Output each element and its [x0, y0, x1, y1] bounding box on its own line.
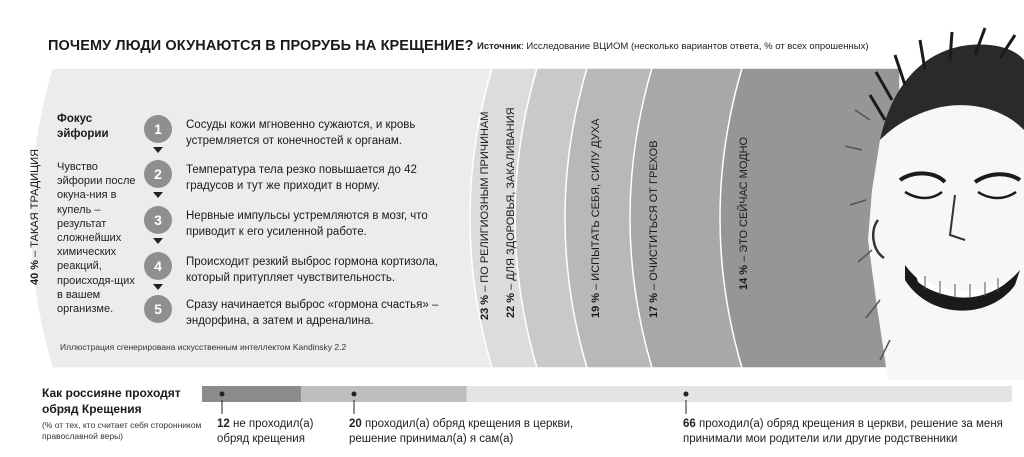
- bar-label-line2-2: решение принимал(а) я сам(а): [349, 433, 514, 445]
- arc-category-3: – ДЛЯ ЗДОРОВЬЯ, ЗАКАЛИВАНИЯ: [505, 107, 517, 293]
- step-text-3: Нервные импульсы устремляются в мозг, что приводит к его усиленной работе.: [186, 210, 428, 238]
- baptism-chart-note: (% от тех, кто считает себя сторонником православной веры): [42, 420, 202, 441]
- step-arrow-down-icon: [153, 238, 163, 244]
- bar-label-line1-3: проходил(а) обряд крещения в церкви, решение за меня: [695, 418, 1003, 430]
- arc-label-4: [590, 119, 602, 318]
- arc-value-1: 40 %: [29, 259, 41, 285]
- step-text-4: Происходит резкий выброс гормона кортизола, который притупляет чувствительность.: [186, 256, 439, 284]
- arc-value-5: 17 %: [648, 292, 660, 318]
- arc-value-3: 22 %: [505, 292, 517, 318]
- arc-label-3: [505, 107, 517, 318]
- bar-label-value-3: 66: [683, 418, 696, 430]
- bar-marker-dot-2: [352, 392, 357, 397]
- source-label: Источник: [477, 41, 522, 52]
- step-text-5: Сразу начинается выброс «гормона счастья» – эндорфина, а затем и адреналина.: [186, 299, 439, 327]
- step-arrow-down-icon: [153, 284, 163, 290]
- bar-label-line1-1: не проходил(а): [229, 418, 314, 430]
- step-number-3: 3: [144, 206, 172, 234]
- arc-category-1: – ТАКАЯ ТРАДИЦИЯ: [29, 148, 41, 260]
- step-text-1: Сосуды кожи мгновенно сужаются, и кровь устремляется от конечностей к органам.: [186, 119, 416, 147]
- focus-description: Чувство эйфории после окуна-ния в купель – результат сложнейших химических реакций, происходя-щих в вашем организме.: [57, 161, 136, 316]
- step-arrow-down-icon: [153, 147, 163, 153]
- page-title: ПОЧЕМУ ЛЮДИ ОКУНАЮТСЯ В ПРОРУБЬ НА КРЕЩЕНИЕ?: [48, 38, 474, 54]
- step-text-2: Температура тела резко повышается до 42 градусов и тут же приходит в норму.: [186, 164, 417, 192]
- step-number-4: 4: [144, 252, 172, 280]
- bar-label-line1-2: проходил(а) обряд крещения в церкви,: [361, 418, 574, 430]
- bar-marker-dot-3: [684, 392, 689, 397]
- arc-label-1: [29, 149, 41, 285]
- arc-value-2: 23 %: [479, 294, 491, 320]
- bar-label-line2-1: обряд крещения: [217, 433, 305, 445]
- step-number-2: 2: [144, 160, 172, 188]
- bar-label-1: [217, 417, 314, 447]
- arc-label-5: [648, 140, 660, 318]
- focus-title: Фокус эйфории: [57, 113, 109, 140]
- step-number-1: 1: [144, 115, 172, 143]
- arc-category-5: – ОЧИСТИТЬСЯ ОТ ГРЕХОВ: [648, 140, 660, 293]
- arc-category-4: – ИСПЫТАТЬ СЕБЯ, СИЛУ ДУХА: [590, 118, 602, 293]
- arc-category-6: – ЭТО СЕЙЧАС МОДНО: [738, 136, 750, 265]
- bar-label-3: [683, 417, 1003, 447]
- arc-value-4: 19 %: [590, 292, 602, 318]
- bar-marker-dot-1: [220, 392, 225, 397]
- arc-label-2: [479, 112, 491, 320]
- baptism-chart-title: Как россияне проходят обряд Крещения: [42, 386, 181, 416]
- arc-category-2: – ПО РЕЛИГИОЗНЫМ ПРИЧИНАМ: [479, 111, 491, 295]
- bar-label-value-2: 20: [349, 418, 362, 430]
- arc-value-6: 14 %: [738, 264, 750, 290]
- bar-label-line2-3: принимали мои родители или другие родственники: [683, 433, 958, 445]
- bar-label-value-1: 12: [217, 418, 230, 430]
- illustration-credit: Иллюстрация сгенерирована искусственным интеллектом Kandinsky 2.2: [60, 342, 347, 352]
- step-arrow-down-icon: [153, 192, 163, 198]
- step-number-5: 5: [144, 295, 172, 323]
- bar-label-2: [349, 417, 573, 447]
- bar-leader-lines: [202, 400, 1012, 420]
- source-text: : Исследование ВЦИОМ (несколько вариантов ответа, % от всех опрошенных): [521, 41, 869, 52]
- arc-label-6: [738, 137, 750, 290]
